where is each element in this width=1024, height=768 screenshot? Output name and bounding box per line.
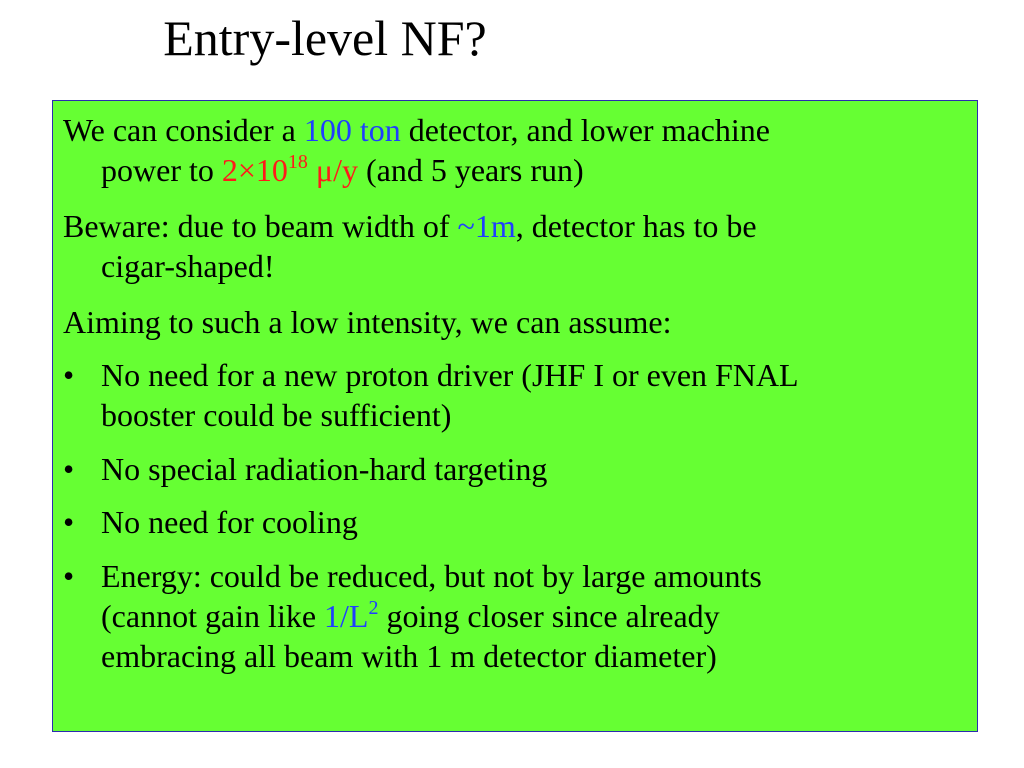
content-box (52, 100, 978, 732)
paragraph-detector (63, 110, 975, 190)
text-span: No need for cooling (101, 504, 358, 540)
paragraph-line (63, 596, 975, 636)
paragraph-line: embracing all beam with 1 m detector diameter) (101, 638, 717, 674)
highlight-power-exponent: 18 (287, 151, 308, 173)
bullet-marker: • (63, 558, 75, 594)
text-span: (cannot gain like (101, 598, 325, 634)
text-span: going closer since already (378, 598, 720, 634)
paragraph-line (63, 449, 975, 489)
text-span: Energy: could be reduced, but not by large amounts (101, 558, 762, 594)
bullet-marker: • (63, 504, 75, 540)
text-span: No need for a new proton driver (JHF I or even FNAL (101, 357, 799, 393)
paragraph-line (63, 150, 975, 190)
highlight-100-ton: 100 ton (303, 112, 401, 148)
text-span: (and 5 years run) (357, 152, 584, 188)
bullet-item (63, 355, 975, 435)
paragraph-line (63, 206, 975, 246)
paragraph-line: booster could be sufficient) (101, 397, 452, 433)
bullet-item (63, 556, 975, 676)
paragraph-line (63, 110, 975, 150)
bullet-item (63, 449, 975, 489)
highlight-inverse-square: 1/L (324, 598, 369, 634)
bullet-marker: • (63, 451, 75, 487)
text-span: We can consider a (63, 112, 304, 148)
text-span: No special radiation-hard targeting (101, 451, 548, 487)
slide-title: Entry-level NF? (163, 10, 487, 66)
highlight-mu-per-year: μ/y (307, 152, 358, 188)
highlight-beam-width: ~1m (457, 208, 516, 244)
bullet-item (63, 502, 975, 542)
bullet-marker: • (63, 357, 75, 393)
paragraph-line: Aiming to such a low intensity, we can assume: (63, 304, 672, 340)
highlight-power-base: 2×10 (221, 152, 288, 188)
paragraph-line (63, 355, 975, 395)
paragraph-beam-width (63, 206, 975, 286)
text-span: Beware: due to beam width of (63, 208, 458, 244)
paragraph-line (63, 556, 975, 596)
text-span: power to (101, 152, 222, 188)
text-span: detector, and lower machine (400, 112, 770, 148)
paragraph-line: cigar-shaped! (101, 248, 275, 284)
paragraph-assume (63, 302, 975, 342)
highlight-exponent: 2 (368, 597, 379, 619)
text-span: , detector has to be (515, 208, 757, 244)
paragraph-line (63, 502, 975, 542)
